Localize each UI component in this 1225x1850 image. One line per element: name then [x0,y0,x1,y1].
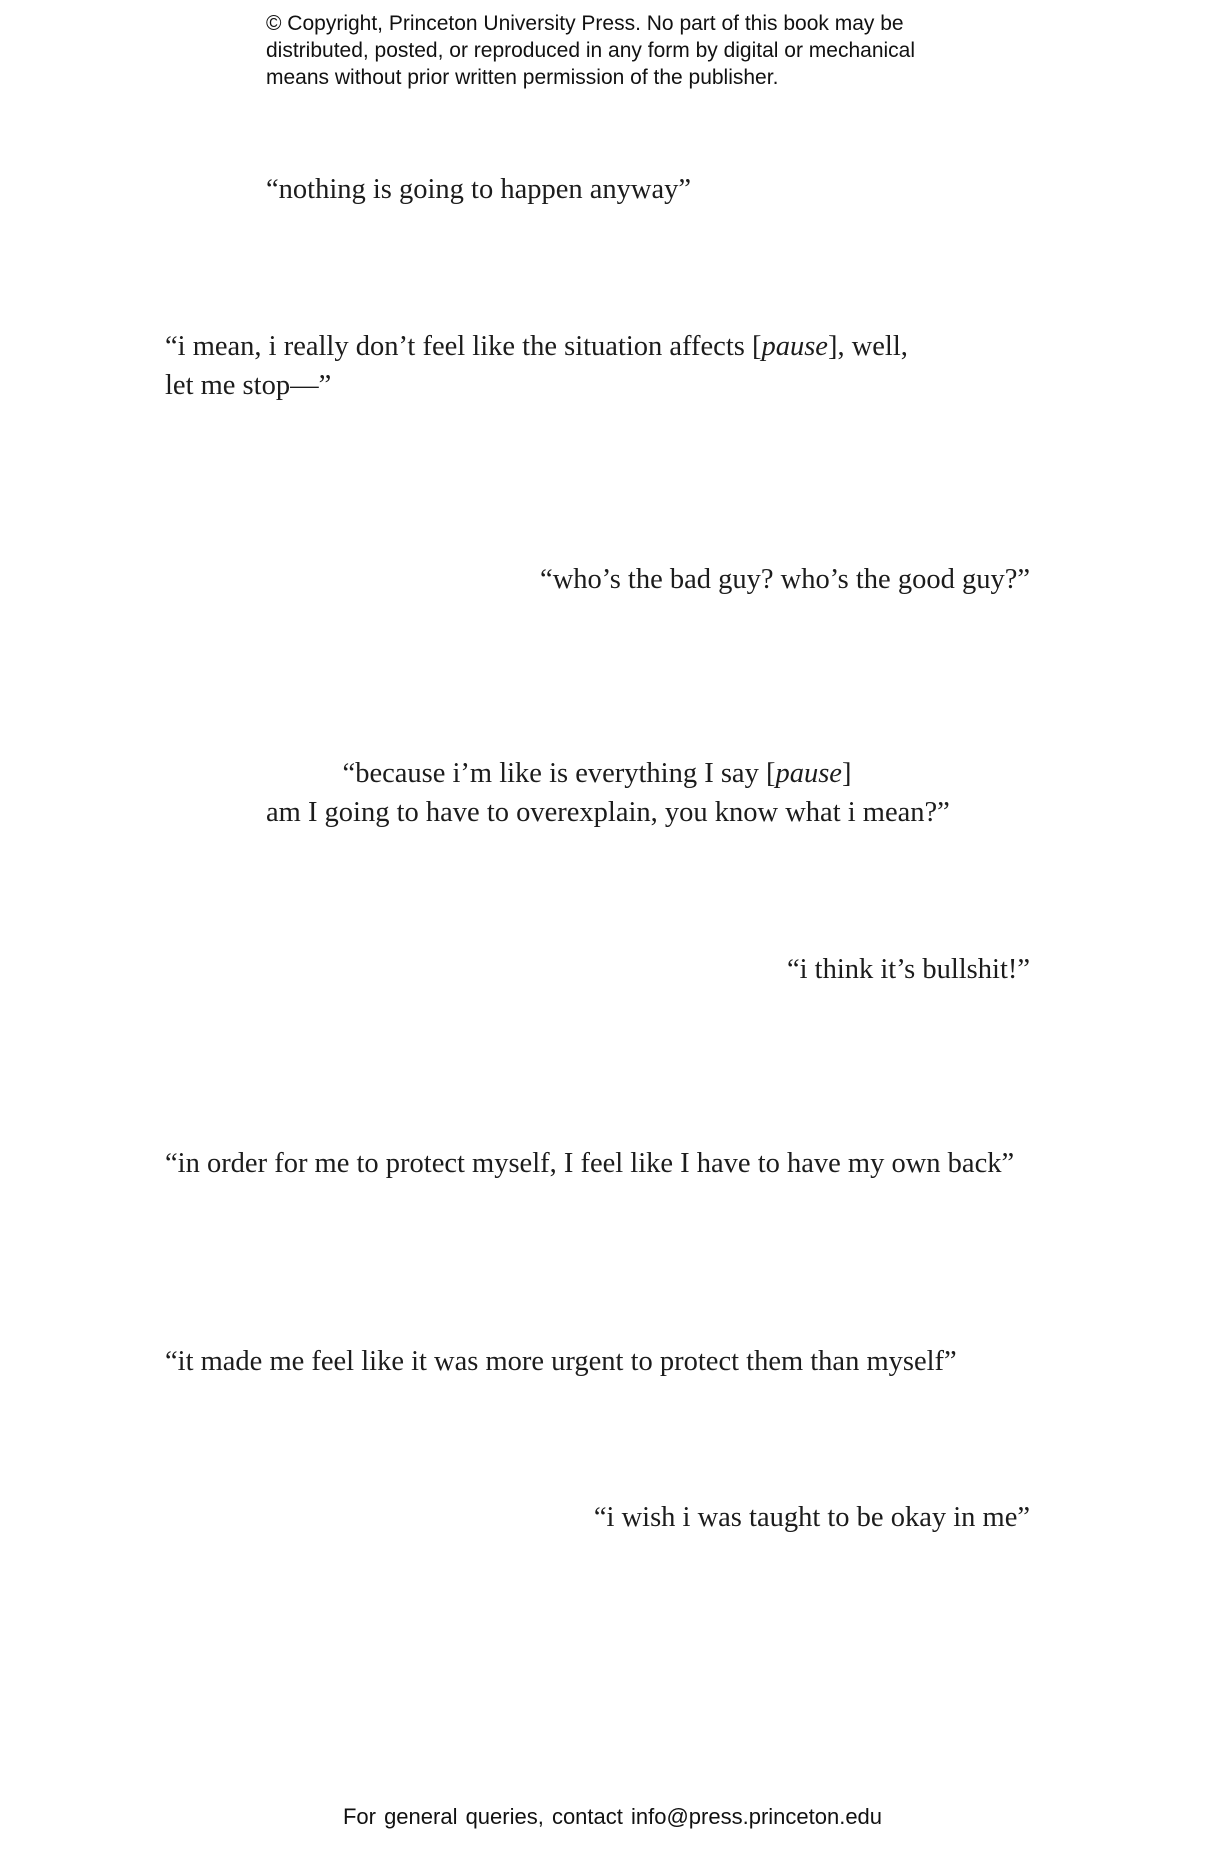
quote-text: “in order for me to protect myself, I feel like I have to have my own back” [165,1148,1015,1179]
footer-contact: For general queries, contact info@press.princeton.edu [342,1804,883,1829]
copyright-line-2: distributed, posted, or reproduced in any form by digital or mechanical [266,39,916,62]
quote-text-after-pause: ], well, [827,331,908,362]
quote-okay-in-me [594,1498,1030,1537]
quote-text-before-pause: “i mean, i really don’t feel like the situation affects [ [165,331,762,362]
quote-text: “who’s the bad guy? who’s the good guy?” [540,564,1030,595]
quote-text-before-pause: “because i’m like is everything I say [ [342,758,776,789]
quote-text-after-pause: ] [841,758,852,789]
quote-bullshit [787,950,1030,989]
quote-text: “nothing is going to happen anyway” [266,174,692,205]
quote-nothing-happen [266,170,691,209]
quote-line-2: am I going to have to overexplain, you know what i mean?” [266,797,950,828]
quote-situation-affects [165,327,908,405]
copyright-line-3: means without prior written permission of the publisher. [266,66,779,89]
quote-text: “it made me feel like it was more urgent to protect them than myself” [165,1346,957,1377]
quote-protect-myself [165,1144,1014,1183]
quote-bad-guy-good-guy [540,560,1030,599]
quote-protect-them [165,1342,957,1381]
quote-text: “i think it’s bullshit!” [786,954,1030,985]
copyright-line-1: © Copyright, Princeton University Press. No part of this book may be [266,12,904,35]
pause-annotation: pause [775,758,842,789]
quote-text: “i wish i was taught to be okay in me” [593,1502,1030,1533]
quote-line-2: let me stop—” [165,370,332,401]
quote-overexplain [266,754,950,832]
pause-annotation: pause [761,331,828,362]
quote-line-1 [165,327,908,366]
copyright-notice [266,10,986,91]
quote-line-1 [266,754,928,793]
